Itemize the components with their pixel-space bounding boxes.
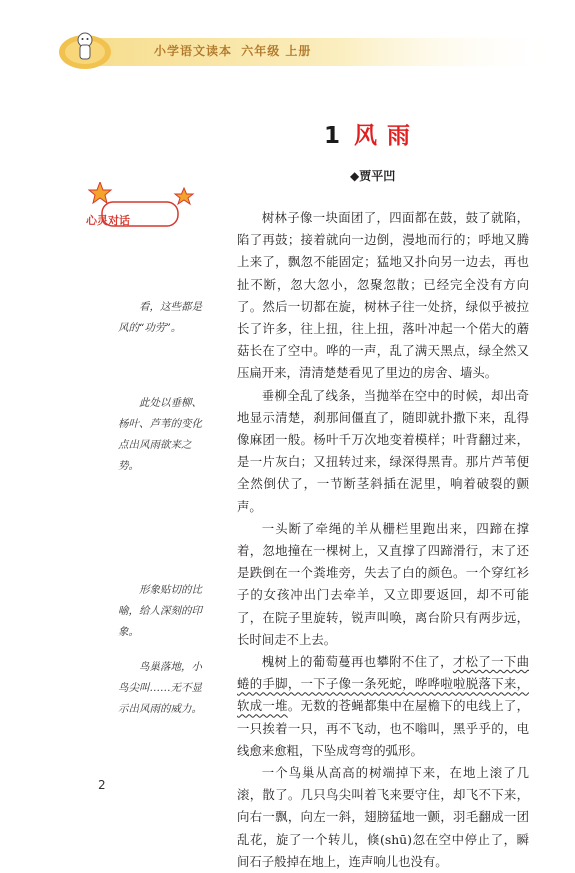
paragraph	[237, 651, 529, 762]
paragraph: 一个鸟巢从高高的树端掉下来，在地上滚了几滚，散了。几只鸟尖叫着飞来要守住，却飞不下来，向右一飘，向左一斜，翅膀猛地一颤，羽毛翻成一团乱花，旋了一个转儿，倏(shū)忽在空中停止了，瞬间石子般掉在地上，连声响儿也没有。	[237, 765, 529, 869]
margin-note: 看，这些都是风的“功劳”。	[118, 301, 202, 334]
badge-label: 心灵对话	[86, 214, 130, 227]
margin-note: 鸟巢落地，小鸟尖叫……无不显示出风雨的威力。	[118, 661, 202, 715]
article-body	[237, 207, 529, 873]
page-header	[55, 28, 560, 74]
lesson-title	[324, 117, 420, 150]
grade-label: 六年级 上册	[241, 44, 312, 58]
margin-note: 形象贴切的比喻，给人深刻的印象。	[118, 584, 202, 638]
author-line: ◆贾平凹	[350, 169, 396, 183]
wavy-underlined-text: 才松了一下曲蜷的手脚，一下子像一条死蛇，哗哗啦啦脱落下来，软成一堆	[237, 654, 530, 714]
paragraph: 垂柳全乱了线条，当抛举在空中的时候，却出奇地显示清楚，刹那间僵直了，随即就扑撒下来，乱得像麻团一般。杨叶千万次地变着模样；叶背翻过来，是一片灰白；又扭转过来，绿深得黑青。那片芦苇便全然倒伏了，一节断茎斜插在泥里，响着破裂的颤声。	[237, 387, 529, 514]
lesson-title-text: 风雨	[354, 123, 421, 149]
header-title	[150, 42, 311, 59]
paragraph: 一头断了牵绳的羊从栅栏里跑出来，四蹄在撑着，忽地撞在一棵树上，又直撑了四蹄滑行，末了还是跌倒在一个粪堆旁，失去了白的颜色。一个穿红衫子的女孩冲出门去牵羊，又立即要返回，却不可能了，在院子里旋转，锐声叫唤，离台阶只有两步远，长时间走不上去。	[237, 520, 529, 647]
paragraph-text: 槐树上的葡萄蔓再也攀附不住了，	[261, 654, 453, 670]
badge-star-graphic	[88, 182, 200, 238]
paragraph-text: 。无数的苍蝇都集中在屋檐下的电线上了，一只挨着一只，再不飞动，也不嗡叫，黑乎乎的，电线愈来愈粗，下坠成弯弯的弧形。	[237, 698, 530, 758]
paragraph: 树林子像一块面团了，四面都在鼓，鼓了就陷，陷了再鼓；接着就向一边倒，漫地而行的；呼地又腾上来了，飘忽不能固定；猛地又扑向另一边去，再也扯不断，忽大忽小，忽聚忽散；已经完全没有方向了。然后一切都在旋，树林子往一处挤，绿似乎被拉长了许多，往上扭，往上扭，落叶冲起一个偌大的蘑菇长在了空中。哗的一声，乱了满天黑点，绿全然又压扁开来，清清楚楚看见了里边的房舍、墙头。	[237, 210, 529, 381]
lesson-number: 1	[324, 123, 343, 149]
series-name: 小学语文读本	[154, 44, 233, 58]
page-number: 2	[98, 778, 106, 792]
margin-note: 此处以垂柳、杨叶、芦苇的变化点出风雨欲来之势。	[118, 397, 202, 472]
